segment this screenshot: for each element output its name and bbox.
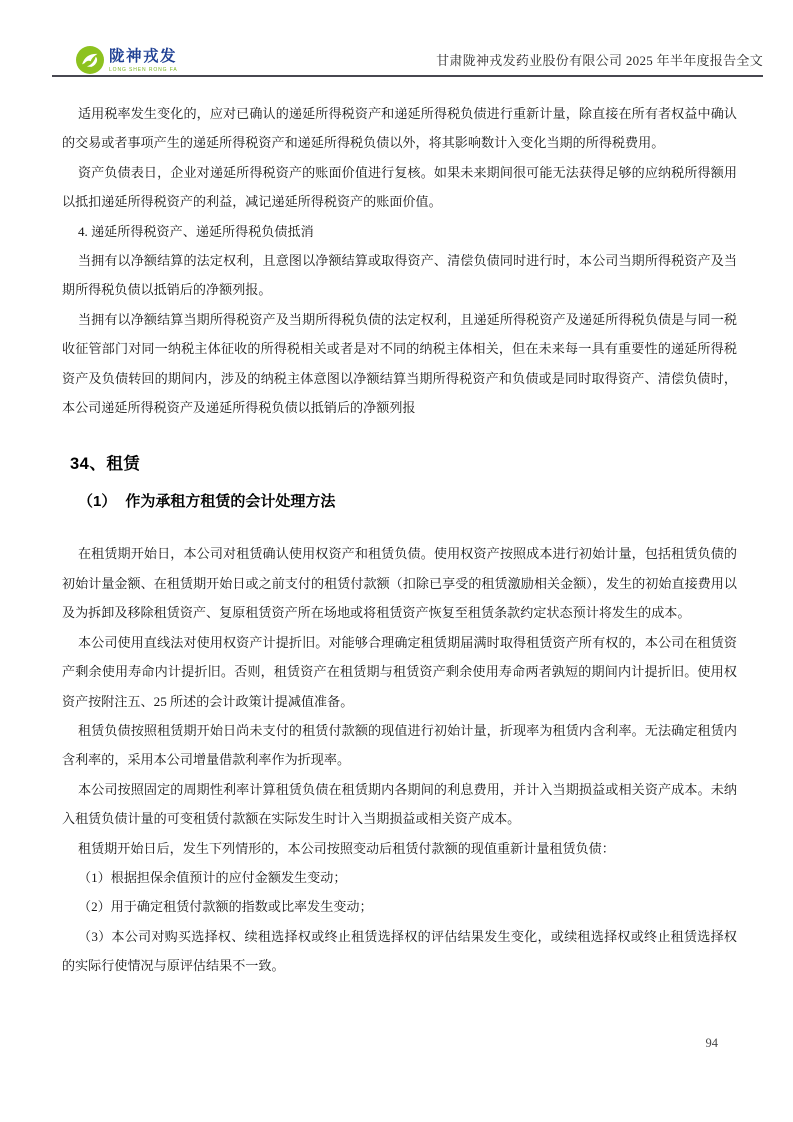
page-header	[52, 42, 763, 77]
body-paragraph: 资产负债表日，企业对递延所得税资产的账面价值进行复核。如果未来期间很可能无法获得足够的应纳税所得额用以抵扣递延所得税资产的利益，减记递延所得税资产的账面价值。	[62, 164, 737, 210]
body-paragraph: 当拥有以净额结算当期所得税资产及当期所得税负债的法定权利，且递延所得税资产及递延所得税负债是与同一税收征管部门对同一纳税主体征收的所得税相关或者是对不同的纳税主体相关，但在未来每一具有重要性的递延所得税资产及负债转回的期间内，涉及的纳税主体意图以净额结算当期所得税资产和负债或是同时取得资产、清偿负债时，本公司递延所得税资产及递延所得税负债以抵销后的净额列报	[62, 311, 737, 416]
numbered-item: （3）本公司对购买选择权、续租选择权或终止租赁选择权的评估结果发生变化，或续租选择权或终止租赁选择权的实际行使情况与原评估结果不一致。	[62, 928, 737, 974]
company-logo	[52, 46, 178, 75]
body-paragraph: 本公司使用直线法对使用权资产计提折旧。对能够合理确定租赁期届满时取得租赁资产所有权的，本公司在租赁资产剩余使用寿命内计提折旧。否则，租赁资产在租赁期与租赁资产剩余使用寿命两者孰短的期间内计提折旧。使用权资产按附注五、25 所述的会计政策计提减值准备。	[62, 634, 737, 709]
list-heading-deferred-tax-offset: 4. 递延所得税资产、递延所得税负债抵消	[78, 223, 314, 239]
body-paragraph: 租赁期开始日后，发生下列情形的，本公司按照变动后租赁付款额的现值重新计量租赁负债：	[78, 840, 615, 856]
body-paragraph: 租赁负债按照租赁期开始日尚未支付的租赁付款额的现值进行初始计量，折现率为租赁内含利率。无法确定租赁内含利率的，采用本公司增量借款利率作为折现率。	[62, 722, 737, 768]
section-heading-34-lease: 34、租赁	[70, 455, 141, 474]
numbered-item: （1）根据担保余值预计的应付金额发生变动；	[78, 869, 347, 885]
document-body	[62, 99, 737, 981]
logo-text	[109, 46, 178, 73]
numbered-item: （2）用于确定租赁付款额的指数或比率发生变动；	[78, 899, 373, 915]
report-title: 甘肃陇神戎发药业股份有限公司 2025 年半年度报告全文	[436, 53, 763, 68]
logo-company-name-cn: 陇神戎发	[109, 48, 178, 65]
subsection-title: 作为承租方租赁的会计处理方法	[125, 493, 336, 511]
body-paragraph: 当拥有以净额结算的法定权利，且意图以净额结算或取得资产、清偿负债同时进行时，本公司当期所得税资产及当期所得税负债以抵销后的净额列报。	[62, 253, 737, 298]
page-number: 94	[705, 1036, 718, 1050]
subsection-number: （1）	[78, 493, 117, 511]
body-paragraph: 适用税率发生变化的，应对已确认的递延所得税资产和递延所得税负债进行重新计量，除直接在所有者权益中确认的交易或者事项产生的递延所得税资产和递延所得税负债以外，将其影响数计入变化当期的所得税费用。	[62, 106, 737, 151]
logo-company-name-en: LONG SHEN RONG FA	[109, 66, 178, 73]
body-paragraph: 在租赁期开始日，本公司对租赁确认使用权资产和租赁负债。使用权资产按照成本进行初始计量，包括租赁负债的初始计量金额、在租赁期开始日或之前支付的租赁付款额（扣除已享受的租赁激励相关金额），发生的初始直接费用以及为拆卸及移除租赁资产、复原租赁资产所在场地或将租赁资产恢复至租赁条款约定状态预计将发生的成本。	[62, 546, 737, 621]
body-paragraph: 本公司按照固定的周期性利率计算租赁负债在租赁期内各期间的利息费用，并计入当期损益或相关资产成本。未纳入租赁负债计量的可变租赁付款额在实际发生时计入当期损益或相关资产成本。	[62, 781, 737, 827]
subsection-heading-lessee-accounting	[78, 490, 737, 513]
logo-bird-icon	[76, 46, 104, 74]
page-footer	[0, 1036, 718, 1051]
